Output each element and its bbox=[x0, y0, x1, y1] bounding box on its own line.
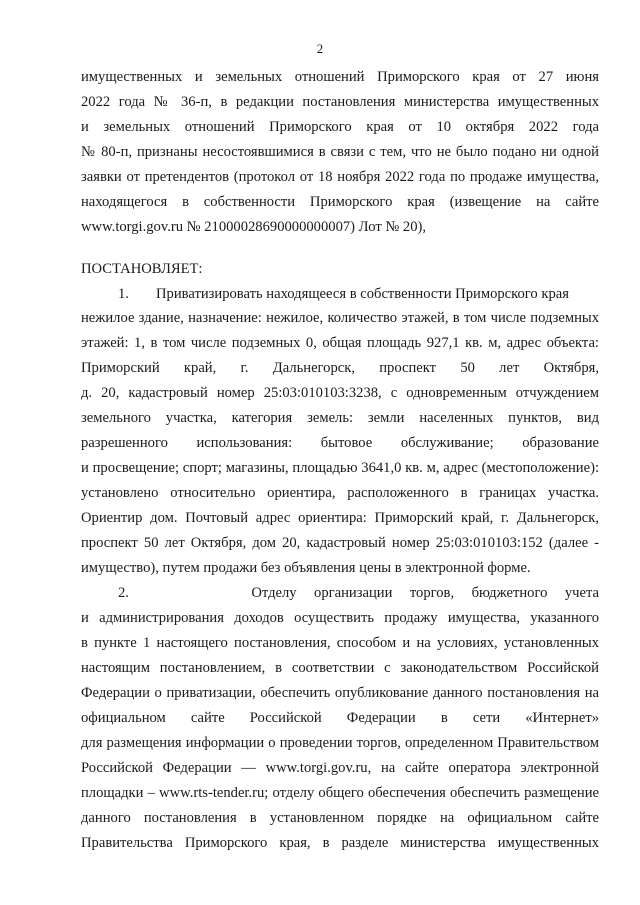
item2-line: для размещения информации о проведении торгов, определенном Правительством bbox=[81, 735, 599, 751]
item1-first-text: Приватизировать находящееся в собственности Приморского края bbox=[156, 286, 569, 302]
resolution-heading: ПОСТАНОВЛЯЕТ: bbox=[81, 261, 203, 277]
preamble-line: и земельных отношений Приморского края от 10 октября 2022 года bbox=[81, 119, 599, 135]
item1-line: имущество), путем продажи без объявления цены в электронной форме. bbox=[81, 560, 531, 576]
item1-line: и просвещение; спорт; магазины, площадью 3641,0 кв. м, адрес (местоположение): bbox=[81, 460, 599, 476]
item2-line: площадки – www.rts-tender.ru; отделу общего обеспечения обеспечить размещение bbox=[81, 785, 599, 801]
item2-line: Федерации о приватизации, обеспечить опубликование данного постановления на bbox=[81, 685, 599, 701]
preamble-line: находящегося в собственности Приморского края (извещение на сайте bbox=[81, 194, 599, 210]
item2-line: официальном сайте Российской Федерации в сети «Интернет» bbox=[81, 710, 599, 726]
item1-line: нежилое здание, назначение: нежилое, количество этажей, в том числе подземных bbox=[81, 310, 599, 326]
preamble-line: имущественных и земельных отношений Приморского края от 27 июня bbox=[81, 69, 599, 85]
item2-first-text: Отделу организации торгов, бюджетного учета bbox=[251, 585, 599, 601]
item1-line: д. 20, кадастровый номер 25:03:010103:3238, с одновременным отчуждением bbox=[81, 385, 599, 401]
item1-line: проспект 50 лет Октября, дом 20, кадастровый номер 25:03:010103:152 (далее - bbox=[81, 535, 599, 551]
item1-line: Приморский край, г. Дальнегорск, проспект 50 лет Октября, bbox=[81, 360, 599, 376]
item2-first-line bbox=[118, 581, 599, 605]
item1-first-line bbox=[118, 282, 599, 306]
item1-line: Ориентир дом. Почтовый адрес ориентира: Приморский край, г. Дальнегорск, bbox=[81, 510, 599, 526]
item2-number: 2. bbox=[118, 585, 129, 601]
preamble-line: 2022 года № 36-п, в редакции постановления министерства имущественных bbox=[81, 94, 599, 110]
item2-line: данного постановления в установленном порядке на официальном сайте bbox=[81, 810, 599, 826]
item2-line: и администрирования доходов осуществить продажу имущества, указанного bbox=[81, 610, 599, 626]
preamble-line: www.torgi.gov.ru № 21000028690000000007) Лот № 20), bbox=[81, 219, 427, 235]
item1-line: земельного участка, категория земель: земли населенных пунктов, вид bbox=[81, 410, 599, 426]
preamble-line: № 80-п, признаны несостоявшимися в связи с тем, что не было подано ни одной bbox=[81, 144, 599, 160]
item1-line: установлено относительно ориентира, расположенного в границах участка. bbox=[81, 485, 599, 501]
item2-line: Российской Федерации — www.torgi.gov.ru, на сайте оператора электронной bbox=[81, 760, 599, 776]
item2-line: настоящим постановлением, в соответствии с законодательством Российской bbox=[81, 660, 599, 676]
item1-line: разрешенного использования: бытовое обслуживание; образование bbox=[81, 435, 599, 451]
preamble-line: заявки от претендентов (протокол от 18 ноября 2022 года по продаже имущества, bbox=[81, 169, 599, 185]
item2-line: Правительства Приморского края, в разделе министерства имущественных bbox=[81, 835, 599, 851]
page-number: 2 bbox=[316, 41, 324, 56]
item2-line: в пункте 1 настоящего постановления, способом и на условиях, установленных bbox=[81, 635, 599, 651]
item1-number: 1. bbox=[118, 286, 129, 302]
item1-line: этажей: 1, в том числе подземных 0, общая площадь 927,1 кв. м, адрес объекта: bbox=[81, 335, 599, 351]
